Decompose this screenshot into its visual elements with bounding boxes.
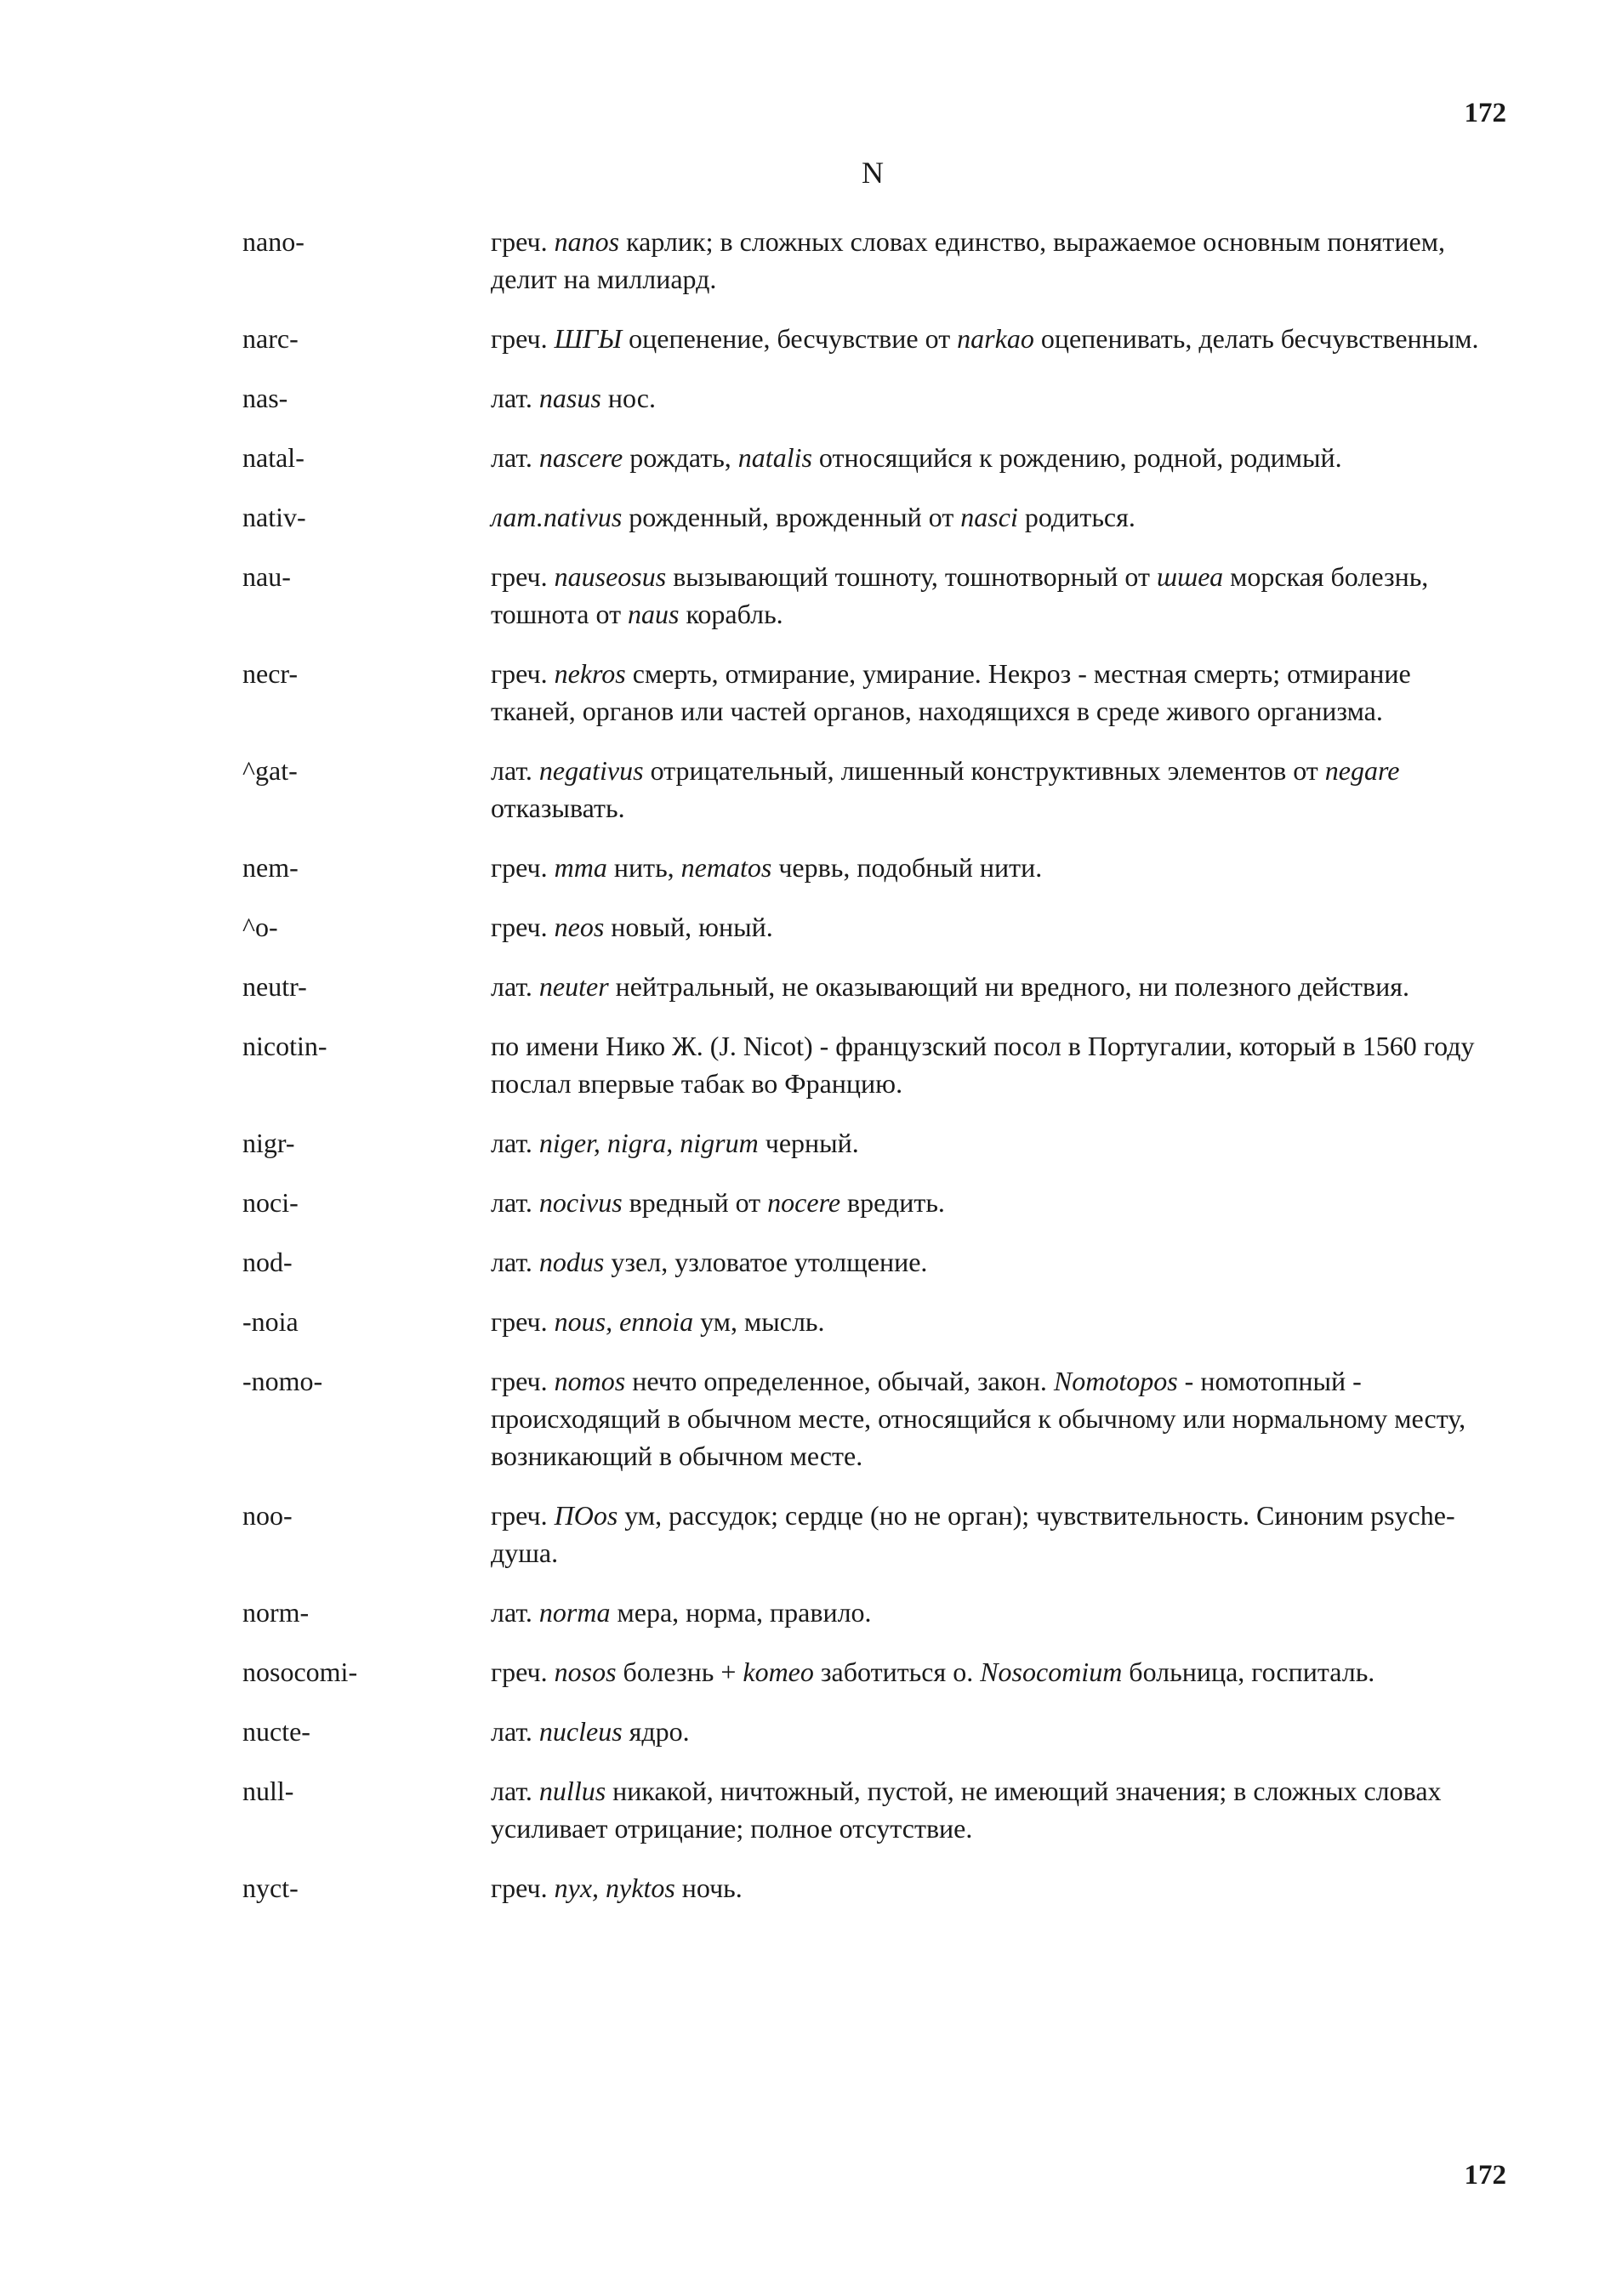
entry-term: noo- [242,1500,293,1531]
entry-term: nano- [242,226,304,257]
glossary-entry [242,1497,1497,1571]
definition-text: родиться. [1017,502,1135,532]
definition-text: греч. [491,561,555,592]
entry-definition [491,1303,1497,1340]
definition-text: оцепенение, бесчувствие от [622,323,958,354]
entry-term: nicotin- [242,1031,327,1061]
definition-text: червь, подобный нити. [771,852,1043,883]
definition-text: оцепенивать, делать бесчувственным. [1033,323,1479,354]
entry-term: necr- [242,658,299,689]
definition-text: ум, мысль. [693,1306,825,1337]
definition-text: черный. [758,1128,859,1158]
entry-term: nyct- [242,1873,299,1903]
definition-text: греч. [491,323,555,354]
entry-term: nigr- [242,1128,295,1158]
entry-definition [491,908,1497,946]
definition-text: лат. [491,383,539,413]
glossary-entry [242,379,1497,417]
italic-term: nosos [554,1657,617,1687]
entry-definition [491,1869,1497,1907]
italic-term: nodus [538,1247,605,1277]
definition-text: узел, узловатое утолщение. [604,1247,928,1277]
entry-definition [491,968,1497,1005]
glossary-entry [242,1713,1497,1750]
italic-term: шшеа [1156,561,1224,592]
glossary-entry [242,1653,1497,1691]
definition-text: лат. [491,971,539,1002]
definition-text: нос. [600,383,656,413]
italic-term: negare [1324,755,1400,786]
glossary-entry [242,1594,1497,1631]
definition-text: рождать, [623,442,738,473]
entry-definition [491,1027,1497,1102]
definition-text: новый, юный. [604,912,773,942]
glossary-entry [242,1124,1497,1162]
glossary-entry [242,1303,1497,1340]
definition-text: смерть, отмирание, умирание. Некроз - местная смерть; отмирание тканей, органов или частей органов, находящихся в среде живого организма. [491,658,1411,726]
page-number-top: 172 [1464,98,1506,128]
glossary-entry [242,498,1497,536]
definition-text: отрицательный, лишенный конструктивных элементов от [643,755,1325,786]
definition-text: лат. [491,1187,539,1218]
definition-text: нечто определенное, обычай, закон. [625,1366,1054,1396]
definition-text: отказывать. [491,793,625,823]
entry-definition [491,849,1497,886]
italic-term: nucleus [538,1716,623,1747]
italic-term: nekros [554,658,626,689]
italic-term: nocivus [538,1187,623,1218]
italic-term: nanos [554,226,620,257]
glossary-entry [242,1869,1497,1907]
entry-definition [491,498,1497,536]
definition-text: греч. [491,1366,555,1396]
definition-text: греч. [491,912,555,942]
glossary-entry [242,1362,1497,1475]
entry-definition [491,1184,1497,1221]
definition-text: греч. [491,1306,555,1337]
entry-definition [491,1124,1497,1162]
definition-text: ночь. [674,1873,743,1903]
entry-term: norm- [242,1597,310,1628]
italic-term: nasus [538,383,601,413]
entry-term: natal- [242,442,304,473]
entry-definition [491,1772,1497,1847]
definition-text: карлик; в сложных словах единство, выражаемое основным понятием, делит на миллиард. [491,226,1445,294]
definition-text: вредить. [840,1187,945,1218]
definition-text: греч. [491,1500,555,1531]
definition-text: вредный от [622,1187,768,1218]
italic-term: narkao [957,323,1034,354]
italic-term: nomos [554,1366,626,1396]
page-number-bottom: 172 [1464,2160,1506,2191]
italic-term: nous, ennoia [554,1306,694,1337]
entry-definition [491,1653,1497,1691]
entry-term: nativ- [242,502,306,532]
entry-term: -nomo- [242,1366,323,1396]
italic-term: nocere [767,1187,841,1218]
italic-term: negativus [538,755,644,786]
entry-term: nau- [242,561,291,592]
italic-term: ШГЫ [554,323,623,354]
glossary-entry [242,908,1497,946]
definition-text: лат. [491,1128,539,1158]
entry-term: nosocomi- [242,1657,358,1687]
glossary-entry [242,655,1497,730]
glossary-entry [242,439,1497,476]
italic-term: norma [538,1597,611,1628]
entry-definition [491,1713,1497,1750]
entry-term: ^o- [242,912,278,942]
entry-definition [491,1362,1497,1475]
definition-text: греч. [491,1873,555,1903]
entry-term: nod- [242,1247,293,1277]
entry-term: null- [242,1776,294,1806]
entry-definition [491,379,1497,417]
italic-term: niger, nigra, nigrum [538,1128,759,1158]
definition-text: ум, рассудок; сердце (но не орган); чувствительность. Синоним psyche-душа. [491,1500,1455,1568]
entry-term: narc- [242,323,299,354]
glossary-entries [242,223,1497,1929]
glossary-entry [242,1772,1497,1847]
definition-text: рожденный, врожденный от [622,502,961,532]
definition-text: корабль. [679,599,783,629]
entry-definition [491,655,1497,730]
entry-term: ^gat- [242,755,298,786]
glossary-entry [242,1184,1497,1221]
entry-term: noci- [242,1187,299,1218]
italic-term: nasci [960,502,1018,532]
definition-text: больница, госпиталь. [1122,1657,1375,1687]
glossary-entry [242,1027,1497,1102]
glossary-entry [242,849,1497,886]
entry-term: nem- [242,852,299,883]
glossary-entry [242,320,1497,357]
definition-text: лат. [491,755,539,786]
glossary-entry [242,968,1497,1005]
glossary-entry [242,223,1497,298]
italic-term: nyx, nyktos [554,1873,675,1903]
definition-text: мера, норма, правило. [610,1597,872,1628]
definition-text: лат. [491,1776,539,1806]
entry-definition [491,752,1497,827]
entry-term: -noia [242,1306,299,1337]
italic-term: nascere [538,442,623,473]
definition-text: вызывающий тошноту, тошнотворный от [666,561,1157,592]
italic-term: nauseosus [554,561,667,592]
definition-text: лат. [491,442,539,473]
italic-term: nematos [680,852,772,883]
italic-term: Nosocomium [980,1657,1123,1687]
italic-term: natalis [737,442,812,473]
glossary-entry [242,752,1497,827]
italic-term: neuter [538,971,609,1002]
definition-text: греч. [491,226,555,257]
entry-term: nas- [242,383,288,413]
definition-text: греч. [491,852,555,883]
italic-term: лат.nativus [491,502,623,532]
italic-term: nullus [538,1776,606,1806]
entry-term: neutr- [242,971,307,1002]
italic-term: mma [554,852,607,883]
entry-definition [491,439,1497,476]
italic-term: komeo [743,1657,814,1687]
italic-term: ПОоs [554,1500,618,1531]
definition-text: относящийся к рождению, родной, родимый. [811,442,1342,473]
entry-definition [491,223,1497,298]
definition-text: нейтральный, не оказывающий ни вредного, ни полезного действия. [608,971,1409,1002]
italic-term: Nomotopos - [1053,1366,1194,1396]
entry-definition [491,1594,1497,1631]
definition-text: никакой, ничтожный, пустой, не имеющий значения; в сложных словах усиливает отрицание; полное отсутствие. [491,1776,1442,1844]
definition-text: греч. [491,1657,555,1687]
entry-definition [491,1497,1497,1571]
italic-term: neos [554,912,605,942]
entry-definition [491,558,1497,633]
definition-text: греч. [491,658,555,689]
letter-heading: N [862,156,884,190]
entry-definition [491,320,1497,357]
entry-term: nucte- [242,1716,310,1747]
definition-text: номотопный - происходящий в обычном месте, относящийся к обычному или нормальному месту, возникающий в обычном месте. [491,1366,1466,1471]
definition-text: заботиться о. [813,1657,981,1687]
glossary-entry [242,1243,1497,1281]
definition-text: нить, [606,852,681,883]
definition-text: лат. [491,1247,539,1277]
glossary-entry [242,558,1497,633]
definition-text: болезнь + [616,1657,743,1687]
definition-text: лат. [491,1716,539,1747]
definition-text: морская болезнь, тошнота от [491,561,1429,629]
definition-text: лат. [491,1597,539,1628]
entry-definition [491,1243,1497,1281]
definition-text: ядро. [622,1716,690,1747]
italic-term: naus [628,599,680,629]
definition-text: по имени Нико Ж. (J. Nicot) - французский посол в Португалии, который в 1560 году послал впервые табак во Францию. [491,1031,1475,1099]
